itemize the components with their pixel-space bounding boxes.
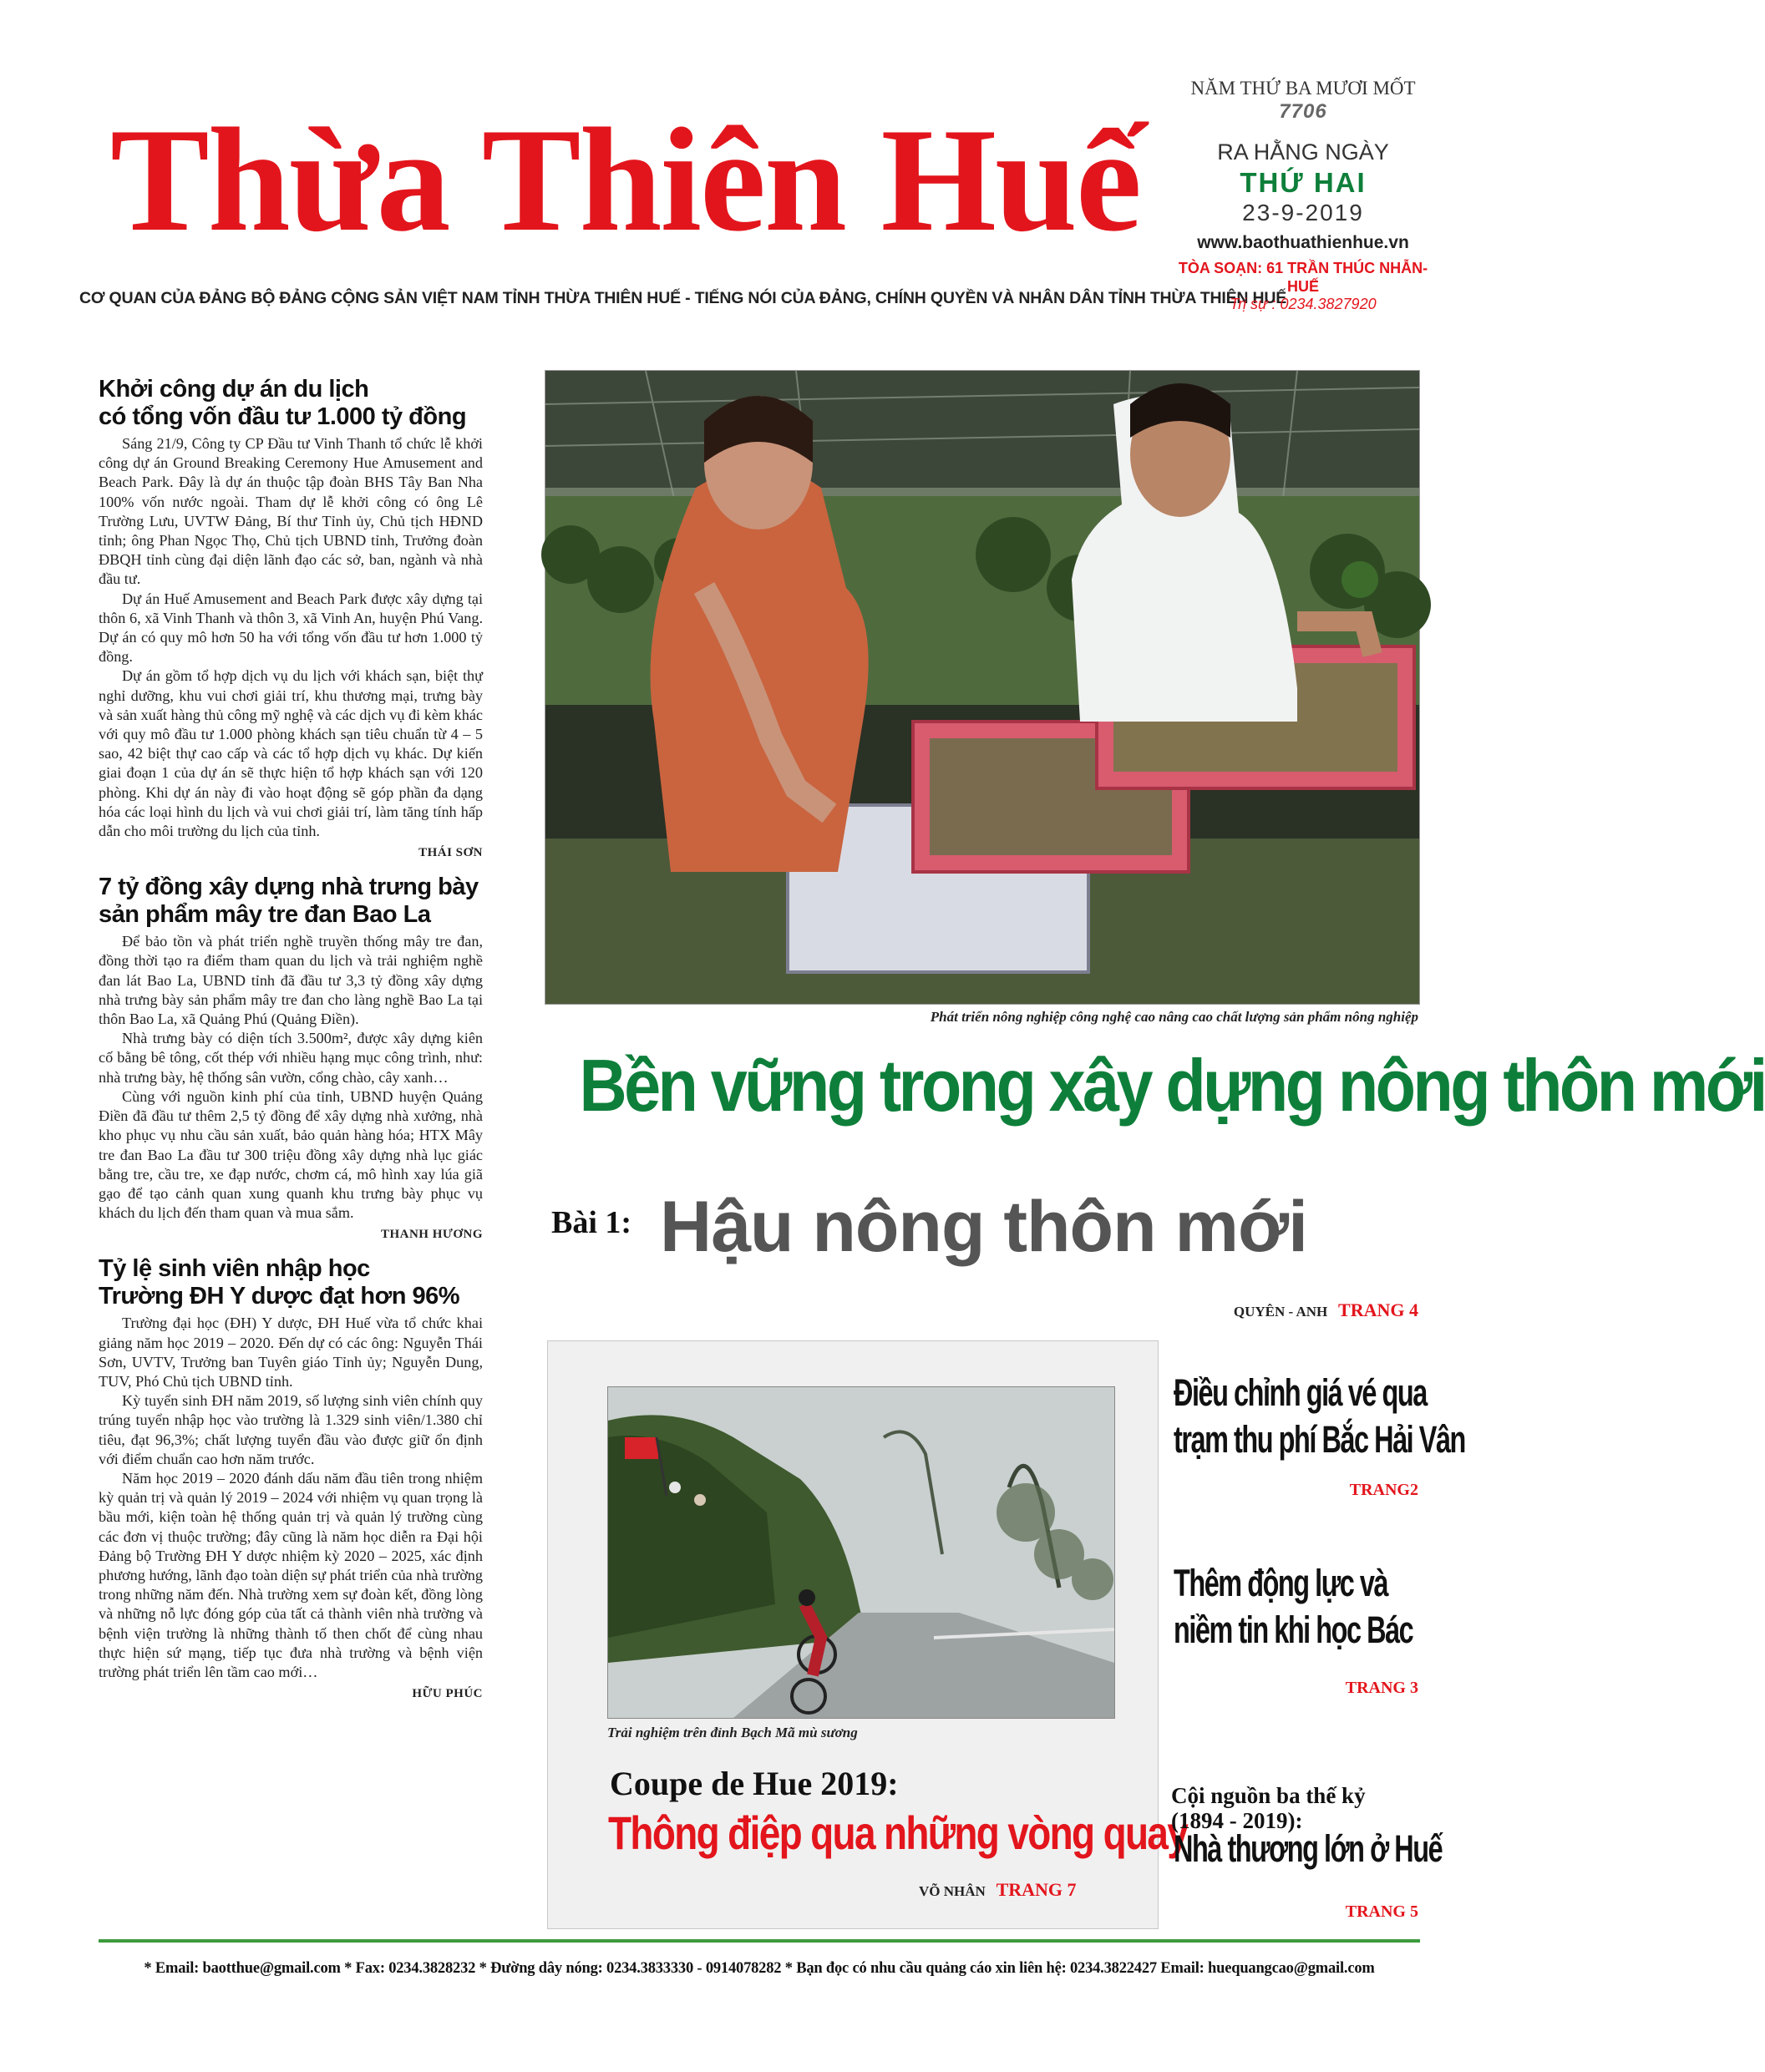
teaser-line: trạm thu phí Bắc Hải Vân: [1174, 1418, 1465, 1461]
office-phone: Trị sự : 0234.3827920: [1230, 296, 1377, 313]
main-story-signature: [1153, 1299, 1418, 1321]
feature-signature: [919, 1879, 1077, 1901]
part-label: Bài 1:: [551, 1205, 632, 1240]
article-body: [99, 1314, 483, 1682]
teaser-page-ref[interactable]: TRANG 5: [1345, 1902, 1418, 1921]
teaser-headline[interactable]: [1174, 1560, 1413, 1654]
article-title[interactable]: [99, 376, 483, 431]
feature-photo-caption: Trải nghiệm trên đỉnh Bạch Mã mù sương: [607, 1725, 858, 1740]
paragraph: Dự án gồm tổ hợp dịch vụ du lịch với khách sạn, biệt thự nghỉ dưỡng, khu vui chơi giải trí, khu thương mại, trưng bày và sản xuất hàng thủ công mỹ nghệ và các dịch vụ đi kèm khác với quy mô đầu tư 1.000 phòng khách sạn tiêu chuẩn từ 4 – 5 sao, 42 biệt thự cao cấp và các tổ hợp dịch vụ khác. Dự kiến giai đoạn 1 của dự án sẽ thực hiện tổ hợp khách sạn với 120 phòng. Khi dự án này đi vào hoạt động sẽ góp phần đa dạng hóa các loại hình du lịch và vui chơi giải trí, làm tăng tính hấp dẫn cho môi trường du lịch của tỉnh.: [99, 667, 483, 840]
teaser-line: Nhà thương lớn ở Huế: [1174, 1827, 1443, 1870]
teaser-kicker-line: Cội nguồn ba thế kỷ: [1171, 1783, 1366, 1808]
flag-icon: [625, 1437, 658, 1459]
masthead-tagline: CƠ QUAN CỦA ĐẢNG BỘ ĐẢNG CỘNG SẢN VIỆT NAM TỈNH THỪA THIÊN HUẾ - TIẾNG NÓI CỦA ĐẢNG, CHÍNH QUYỀN VÀ NHÂN DÂN TỈNH THỪA THIÊN HUẾ: [79, 289, 1287, 307]
footer-rule: [99, 1939, 1420, 1943]
paragraph: Để bảo tồn và phát triển nghề truyền thống mây tre đan, đồng thời tạo ra điểm tham quan du lịch và trải nghiệm nghề đan lát Bao La, UBND tỉnh đã đầu tư 3,3 tỷ đồng xây dựng nhà trưng bày sản phẩm mây tre đan cho làng nghề Bao La tại thôn Bao La, xã Quảng Phú (Quảng Điền).: [99, 933, 483, 1028]
article-title-line: Khởi công dự án du lịch: [99, 376, 369, 403]
feature-subtitle[interactable]: Thông điệp qua những vòng quay: [608, 1806, 1188, 1859]
weekday: THỨ HAI: [1240, 166, 1367, 198]
feature-byline: VÕ NHÂN: [919, 1883, 986, 1899]
article-title-line: 7 tỷ đồng xây dựng nhà trưng bày: [99, 874, 479, 901]
paragraph: Kỳ tuyển sinh ĐH năm 2019, số lượng sinh viên chính quy trúng tuyển nhập học vào trường là 1.329 sinh viên/1.380 chỉ tiêu, đạt 96,3%; chất lượng tuyển đầu vào được giữ ổn định với điểm chuẩn cao hơn năm trước.: [99, 1392, 483, 1467]
article-title[interactable]: [99, 1255, 483, 1310]
sub-headline[interactable]: Hậu nông thôn mới: [660, 1187, 1308, 1267]
article: [99, 874, 483, 1242]
footer-contact: * Email: baotthue@gmail.com * Fax: 0234.3828232 * Đường dây nóng: 0234.3833330 - 0914078282 * Bạn đọc có nhu cầu quảng cáo xin liên hệ: 0234.3822427 Email: huequangcao@gmail.com: [144, 1960, 1375, 1977]
article-title-line: sản phẩm mây tre đan Bao La: [99, 901, 431, 929]
article-title-line: có tổng vốn đầu tư 1.000 tỷ đồng: [99, 403, 467, 430]
cycling-photo-illustration: [608, 1387, 1114, 1718]
article-title[interactable]: [99, 874, 483, 929]
main-story-byline: QUYÊN - ANH: [1233, 1304, 1328, 1320]
teaser-kicker-line: (1894 - 2019):: [1171, 1808, 1303, 1833]
issue-date: 23-9-2019: [1242, 200, 1364, 226]
greenhouse-photo-illustration: [545, 371, 1419, 1004]
paragraph: Sáng 21/9, Công ty CP Đầu tư Vinh Thanh tổ chức lễ khởi công dự án Ground Breaking Ceremony Hue Amusement and Beach Park. Đây là dự án thuộc tập đoàn BHS Tây Ban Nha 100% vốn nước ngoài. Tham dự lễ khởi công có ông Lê Trường Lưu, UVTW Đảng, Bí thư Tỉnh ủy, Chủ tịch HĐND tỉnh; ông Phan Ngọc Thọ, Chủ tịch UBND tỉnh, Trưởng đoàn ĐBQH tỉnh cùng đại diện lãnh đạo các sở, ban, ngành và nhà đầu tư.: [99, 435, 483, 588]
left-column: [99, 376, 483, 1715]
article-byline: THANH HƯƠNG: [380, 1228, 483, 1242]
paragraph: Năm học 2019 – 2020 đánh dấu năm đầu tiên trong nhiệm kỳ quản trị và quản lý 2019 – 2024 với nhiệm vụ quan trọng là bầu mới, kiện toàn hệ thống quản trị và quản lý trường cùng các đơn vị thuộc trường; đây cũng là năm học diễn ra Đại hội Đảng bộ Trường ĐH Y dược nhiệm kỳ 2020 – 2025, xác định phương hướng, lãnh đạo toàn diện sự phát triển của nhà trường trong những năm đến. Nhà trường xem sự đoàn kết, đồng lòng và những nỗ lực đóng góp của tất cả thành viên nhà trường và bệnh viện trường là những thành tố then chốt để cùng nhau thực hiện sứ mạng, tiếp tục đưa nhà trường và bệnh viện trường phát triển lên tầm cao mới…: [99, 1469, 483, 1680]
main-photo[interactable]: [545, 370, 1420, 1005]
article-body: [99, 932, 483, 1223]
header-info: [1174, 77, 1433, 314]
paragraph: Cùng với nguồn kinh phí của tỉnh, UBND huyện Quảng Điền đã đầu tư thêm 2,5 tỷ đồng để xây dựng nhà xưởng, nhà kho phục vụ nhu cầu sản xuất, bảo quản hàng hóa; HTX Mây tre đan Bao La đầu tư 300 triệu đồng xây dựng nhà lục giác bằng tre, cầu tre, xe đạp nước, chơm cá, mô hình xay lúa giã gạo để tạo cảnh quan xung quanh khu trưng bày phục vụ khách du lịch đến tham quan và mua sắm.: [99, 1087, 483, 1222]
feature-page-ref[interactable]: TRANG 7: [996, 1879, 1077, 1900]
daily-label: RA HẰNG NGÀY: [1217, 139, 1389, 165]
teaser-line: Điều chỉnh giá vé qua: [1174, 1371, 1427, 1414]
teaser-line: Thêm động lực và: [1174, 1562, 1388, 1604]
article: [99, 376, 483, 860]
article-title-line: Trường ĐH Y dược đạt hơn 96%: [99, 1283, 460, 1310]
teaser-headline[interactable]: [1174, 1826, 1442, 1872]
article-byline: THÁI SƠN: [418, 846, 483, 860]
article: [99, 1255, 483, 1701]
issue-number: 7706: [1279, 99, 1327, 123]
teaser-headline[interactable]: [1174, 1370, 1465, 1463]
website-link[interactable]: www.baothuathienhue.vn: [1197, 232, 1409, 252]
article-byline: HỮU PHÚC: [412, 1687, 483, 1701]
masthead-title: Thừa Thiên Huế: [110, 97, 1140, 262]
teaser-page-ref[interactable]: TRANG2: [1349, 1481, 1418, 1499]
main-headline[interactable]: Bền vững trong xây dựng nông thôn mới: [579, 1044, 1765, 1127]
year-label: NĂM THỨ BA MƯƠI MỐT: [1190, 78, 1416, 99]
teaser-line: niềm tin khi học Bác: [1174, 1608, 1413, 1651]
feature-photo[interactable]: [607, 1386, 1115, 1719]
main-story-page-ref[interactable]: TRANG 4: [1338, 1299, 1418, 1320]
paragraph: Trường đại học (ĐH) Y dược, ĐH Huế vừa tổ chức khai giảng năm học 2019 – 2020. Đến dự có các ông: Nguyễn Thái Sơn, UVTV, Trưởng ban Tuyên giáo Tỉnh ủy; Nguyễn Dung, TUV, Phó Chủ tịch UBND tỉnh.: [99, 1315, 483, 1390]
article-body: [99, 434, 483, 841]
main-photo-caption: Phát triển nông nghiệp công nghệ cao nâng cao chất lượng sản phẩm nông nghiệp: [930, 1009, 1418, 1025]
feature-title[interactable]: Coupe de Hue 2019:: [610, 1765, 899, 1802]
paragraph: Dự án Huế Amusement and Beach Park được xây dựng tại thôn 6, xã Vinh Thanh và thôn 3, xã Vinh An, huyện Phú Vang. Dự án có quy mô hơn 50 ha với tổng vốn đầu tư hơn 1.000 tỷ đồng.: [99, 590, 483, 666]
article-title-line: Tỷ lệ sinh viên nhập học: [99, 1255, 370, 1283]
office-address: TÒA SOẠN: 61 TRẦN THÚC NHẪN-HUẾ: [1178, 260, 1428, 295]
teaser-page-ref[interactable]: TRANG 3: [1345, 1679, 1418, 1697]
paragraph: Nhà trưng bày có diện tích 3.500m², được xây dựng kiên cố bằng bê tông, cốt thép với nhiều hạng mục công trình, như: nhà trưng bày, hệ thống sân vườn, cổng chào, cây xanh…: [99, 1030, 483, 1086]
